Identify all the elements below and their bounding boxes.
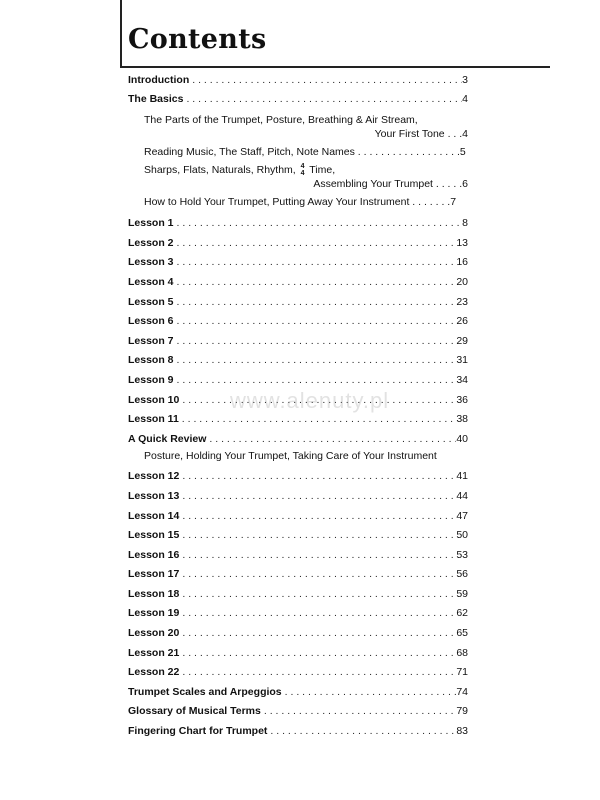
- basics-sub-3-time: Time,: [309, 164, 336, 177]
- toc-entry-label: Lesson 19: [128, 607, 180, 620]
- toc-entry-label: Lesson 12: [128, 470, 180, 483]
- toc-entry[interactable]: [128, 525, 468, 545]
- toc-entry-label: Lesson 8: [128, 354, 174, 367]
- toc-entry-label: Lesson 3: [128, 256, 174, 269]
- toc-entry[interactable]: [128, 486, 468, 506]
- toc-entry-page: 50: [456, 529, 468, 542]
- toc-entry-page: 56: [456, 568, 468, 581]
- toc-entry[interactable]: [128, 272, 468, 292]
- toc-entry[interactable]: [128, 292, 468, 312]
- toc-lessons-group-b: [128, 467, 468, 741]
- toc-entry[interactable]: [128, 682, 468, 702]
- toc-entry-page: 20: [456, 275, 468, 288]
- dot-leader: [179, 469, 456, 483]
- toc-entry-page: 71: [456, 666, 468, 679]
- toc-entry[interactable]: [128, 331, 468, 351]
- toc-entry-page: 34: [456, 373, 468, 386]
- toc-entry-label: Lesson 1: [128, 217, 174, 230]
- basics-sub-3-text: Sharps, Flats, Naturals, Rhythm,: [144, 164, 296, 177]
- toc-entry-page: 29: [456, 334, 468, 347]
- toc-entry-label: Lesson 20: [128, 627, 180, 640]
- toc-entry-label: The Basics: [128, 93, 184, 106]
- dot-leader: [174, 353, 457, 367]
- toc-entry-page: 38: [456, 413, 468, 426]
- dot-leader: [179, 665, 456, 679]
- toc-entry-label: Lesson 4: [128, 275, 174, 288]
- dot-leader: [183, 92, 462, 106]
- toc-entry-page: 68: [456, 646, 468, 659]
- toc-entry-label: Lesson 14: [128, 509, 180, 522]
- toc-entry[interactable]: [128, 233, 468, 253]
- toc-entry-page: 4: [462, 93, 468, 106]
- dot-leader: [174, 275, 457, 289]
- basics-sub-1: [128, 113, 468, 141]
- time-signature-bottom: 4: [300, 170, 305, 178]
- toc-entry-label: Lesson 11: [128, 413, 179, 426]
- dot-leader: [174, 236, 457, 250]
- toc-entry[interactable]: [128, 702, 468, 722]
- toc-entry[interactable]: [128, 662, 468, 682]
- dot-leader: [179, 606, 456, 620]
- page-title: Contents: [128, 24, 267, 55]
- toc-entry-page: 16: [456, 256, 468, 269]
- toc-entry-label: Introduction: [128, 73, 190, 86]
- toc-entry-page: 41: [456, 470, 468, 483]
- toc-entry[interactable]: [128, 253, 468, 273]
- dot-leader: [206, 432, 456, 446]
- toc-entry[interactable]: [128, 213, 468, 233]
- toc-entry-label: Lesson 2: [128, 236, 174, 249]
- basics-sub-3-line2: Assembling Your Trumpet . . . . .6: [313, 178, 468, 191]
- basics-sub-2: Reading Music, The Staff, Pitch, Note Names . . . . . . . . . . . . . . . . . .5: [144, 146, 466, 159]
- toc-entry[interactable]: [128, 506, 468, 526]
- dot-leader: [179, 528, 456, 542]
- toc-entry-page: 26: [456, 315, 468, 328]
- basics-sub-1-line1: The Parts of the Trumpet, Posture, Breathing & Air Stream,: [144, 114, 418, 127]
- toc-entry-label: Lesson 13: [128, 489, 180, 502]
- basics-sub-3: [128, 163, 468, 191]
- toc-entry-label: Lesson 9: [128, 373, 174, 386]
- toc-entry-label: Lesson 5: [128, 295, 174, 308]
- toc-entry[interactable]: [128, 643, 468, 663]
- toc-entry-page: 13: [456, 236, 468, 249]
- toc-entry-label: Fingering Chart for Trumpet: [128, 725, 268, 738]
- toc-entry-label: Lesson 7: [128, 334, 174, 347]
- horizontal-rule: [120, 66, 550, 68]
- toc-entry-label: A Quick Review: [128, 432, 207, 445]
- toc-entry-page: 83: [456, 725, 468, 738]
- toc-entry-label: Lesson 6: [128, 315, 174, 328]
- dot-leader: [179, 548, 456, 562]
- toc-entry-page: 3: [462, 73, 468, 86]
- dot-leader: [179, 626, 456, 640]
- dot-leader: [174, 295, 457, 309]
- dot-leader: [261, 704, 456, 718]
- dot-leader: [282, 685, 457, 699]
- toc-entry[interactable]: [128, 584, 468, 604]
- toc-entry-label: Glossary of Musical Terms: [128, 705, 261, 718]
- toc-entry-page: 36: [456, 393, 468, 406]
- dot-leader: [179, 489, 456, 503]
- toc-entry[interactable]: [128, 370, 468, 390]
- dot-leader: [179, 567, 456, 581]
- dot-leader: [174, 373, 457, 387]
- toc-entry-page: 79: [456, 705, 468, 718]
- toc-entry[interactable]: [128, 721, 468, 741]
- toc-top-group: [128, 70, 468, 109]
- toc-entry-label: Lesson 21: [128, 646, 180, 659]
- dot-leader: [174, 255, 457, 269]
- toc-entry[interactable]: [128, 351, 468, 371]
- dot-leader: [267, 724, 456, 738]
- dot-leader: [179, 587, 456, 601]
- basics-subentries: [128, 113, 468, 209]
- toc-entry-page: 65: [456, 627, 468, 640]
- toc-entry-page: 31: [456, 354, 468, 367]
- toc-entry-page: 44: [456, 489, 468, 502]
- toc-entry-page: 62: [456, 607, 468, 620]
- toc-entry[interactable]: [128, 565, 468, 585]
- toc-entry[interactable]: [128, 604, 468, 624]
- dot-leader: [174, 314, 457, 328]
- toc-entry[interactable]: [128, 90, 468, 110]
- toc-entry-label: Lesson 18: [128, 587, 180, 600]
- toc-entry[interactable]: [128, 545, 468, 565]
- time-signature-top: 4: [300, 163, 305, 171]
- toc-entry-label: Lesson 16: [128, 548, 180, 561]
- dot-leader: [179, 509, 456, 523]
- toc-entry-page: 74: [456, 685, 468, 698]
- toc-entry-page: 59: [456, 587, 468, 600]
- basics-sub-4: How to Hold Your Trumpet, Putting Away Your Instrument . . . . . . .7: [144, 196, 457, 209]
- toc-entry[interactable]: [128, 429, 468, 449]
- review-subentry: Posture, Holding Your Trumpet, Taking Care of Your Instrument: [144, 449, 437, 462]
- toc-entry-page: 40: [456, 432, 468, 445]
- dot-leader: [179, 412, 457, 426]
- toc-entry-page: 47: [456, 509, 468, 522]
- toc-entry-page: 23: [456, 295, 468, 308]
- dot-leader: [174, 216, 463, 230]
- toc-entry[interactable]: [128, 623, 468, 643]
- toc-entry-label: Lesson 22: [128, 666, 180, 679]
- toc-entry-page: 8: [462, 217, 468, 230]
- toc-entry[interactable]: [128, 311, 468, 331]
- toc-entry[interactable]: [128, 467, 468, 487]
- dot-leader: [179, 646, 456, 660]
- toc-entry-label: Lesson 17: [128, 568, 180, 581]
- watermark: www.alenuty.pl: [230, 388, 390, 413]
- toc-entry-label: Lesson 15: [128, 529, 180, 542]
- dot-leader: [174, 334, 457, 348]
- time-signature: [301, 163, 305, 177]
- toc-entry-label: Lesson 10: [128, 393, 180, 406]
- toc-entry[interactable]: [128, 70, 468, 90]
- dot-leader: [189, 73, 462, 87]
- basics-sub-1-line2: Your First Tone . . .4: [374, 128, 468, 141]
- vertical-rule: [120, 0, 122, 68]
- toc-entry-label: Trumpet Scales and Arpeggios: [128, 685, 282, 698]
- toc-entry-page: 53: [456, 548, 468, 561]
